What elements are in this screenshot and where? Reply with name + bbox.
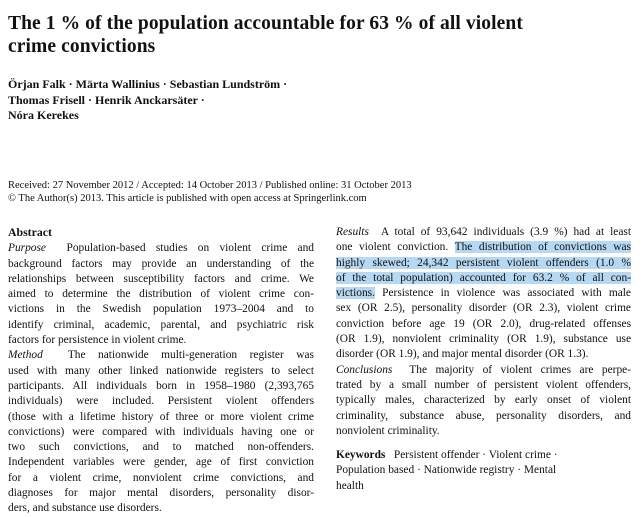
- author-line: Thomas Frisell · Henrik Anckarsäter ·: [8, 92, 205, 107]
- text-span: The nationwide multi-generation register was: [67, 349, 314, 362]
- abstract-right-column: [336, 225, 631, 494]
- text-span: The majority of violent crimes are perpe-: [409, 363, 631, 376]
- text-line: [336, 225, 631, 240]
- copyright-line: © The Author(s) 2013. This article is published with open access at Springerlink.com: [8, 193, 367, 204]
- keyword-text: health: [336, 479, 364, 492]
- text-span: Persistence in violence was associated with male: [382, 287, 631, 300]
- text-line: factors for persistence in violent crime.: [8, 334, 187, 347]
- text-line: convictions) were compared with individuals having one or: [8, 425, 314, 438]
- abstract-heading: Abstract: [8, 225, 52, 239]
- publication-dates: [8, 179, 568, 205]
- text-line: two such convictions, and to matched non-offenders.: [8, 441, 314, 454]
- highlighted-text[interactable]: of the total population) accounted for 63.2 % of all con-: [336, 271, 631, 284]
- results-paragraph: [336, 225, 631, 363]
- text-line: used with many other linked nationwide registers to select: [8, 364, 314, 377]
- text-line: participants. All individuals born in 1958–1980 (2,393,765: [8, 379, 314, 392]
- keyword-text: Population based · Nationwide registry · Mental: [336, 464, 557, 477]
- text-line: trated by a small number of persistent violent offenders,: [336, 378, 631, 391]
- text-line: diagnoses for major mental disorders, personality disor-: [8, 487, 314, 500]
- method-paragraph: [8, 348, 314, 516]
- keywords-heading: Keywords: [336, 449, 386, 462]
- text-line: [336, 256, 631, 271]
- text-line: [8, 241, 314, 256]
- purpose-paragraph: [8, 241, 314, 348]
- text-line: identify criminal, academic, parental, and psychiatric risk: [8, 318, 314, 331]
- text-line: [336, 448, 631, 463]
- dates-line: Received: 27 November 2012 / Accepted: 14 October 2013 / Published online: 31 October 2013: [8, 180, 412, 191]
- text-line: (those with a lifetime history of three or more violent crime: [8, 410, 314, 423]
- text-line: [336, 363, 631, 378]
- text-line: (OR 1.9), nonviolent criminality (OR 1.9), substance use: [336, 333, 631, 346]
- text-line: typically males, characterized by early onset of violent: [336, 394, 631, 407]
- conclusions-label: Conclusions: [336, 363, 393, 376]
- text-line: victions in the Swedish population 1973–2004 and to: [8, 303, 314, 316]
- text-line: ders, and substance use disorders.: [8, 502, 162, 515]
- title-line: The 1 % of the population accountable for 63 % of all violent: [8, 13, 523, 34]
- text-line: sex (OR 2.5), personality disorder (OR 2.3), violent crime: [336, 302, 631, 315]
- text-line: disorder (OR 1.9), and major mental disorder (OR 1.3).: [336, 348, 589, 361]
- highlighted-text[interactable]: highly skewed; 24,342 persistent violent offenders (1.0 %: [336, 256, 631, 269]
- title-line: crime convictions: [8, 36, 156, 57]
- highlighted-text[interactable]: victions.: [336, 287, 375, 300]
- method-label: Method: [8, 349, 43, 362]
- keyword-text: Persistent offender · Violent crime ·: [393, 449, 558, 462]
- author-line: Nóra Kerekes: [8, 108, 79, 122]
- text-line: [336, 286, 631, 301]
- text-span: Population-based studies on violent crime and: [66, 242, 314, 255]
- text-line: [8, 348, 314, 363]
- text-span: A total of 93,642 individuals (3.9 %) had at least: [380, 226, 631, 238]
- author-list: [8, 77, 368, 124]
- text-line: conviction before age 19 (OR 2.0), drug-related offenses: [336, 317, 631, 330]
- text-line: nonviolent criminality.: [336, 424, 440, 437]
- author-line: Örjan Falk · Märta Wallinius · Sebastian Lundström ·: [8, 77, 288, 91]
- highlighted-text[interactable]: The distribution of convictions was: [454, 241, 631, 254]
- text-line: [336, 240, 631, 255]
- text-line: relationships between susceptibility factors and crime. We: [8, 272, 314, 285]
- text-line: aimed to determine the distribution of violent crime con-: [8, 288, 314, 301]
- results-label: Results: [336, 226, 369, 238]
- text-line: [336, 271, 631, 286]
- text-line: for a violent crime, nonviolent crime convictions, and: [8, 471, 314, 484]
- text-line: criminality, substance abuse, personality disorders, and: [336, 409, 631, 422]
- text-line: background factors may provide an understanding of the: [8, 257, 314, 270]
- abstract-left-column: [8, 225, 314, 517]
- text-span: one violent conviction.: [336, 241, 449, 254]
- conclusions-paragraph: [336, 363, 631, 439]
- text-line: individuals) were included. Persistent violent offenders: [8, 395, 314, 408]
- keywords-section: [336, 448, 631, 494]
- purpose-label: Purpose: [8, 242, 46, 255]
- paper-title: [8, 12, 608, 58]
- text-line: Independent variables were gender, age of first conviction: [8, 456, 314, 469]
